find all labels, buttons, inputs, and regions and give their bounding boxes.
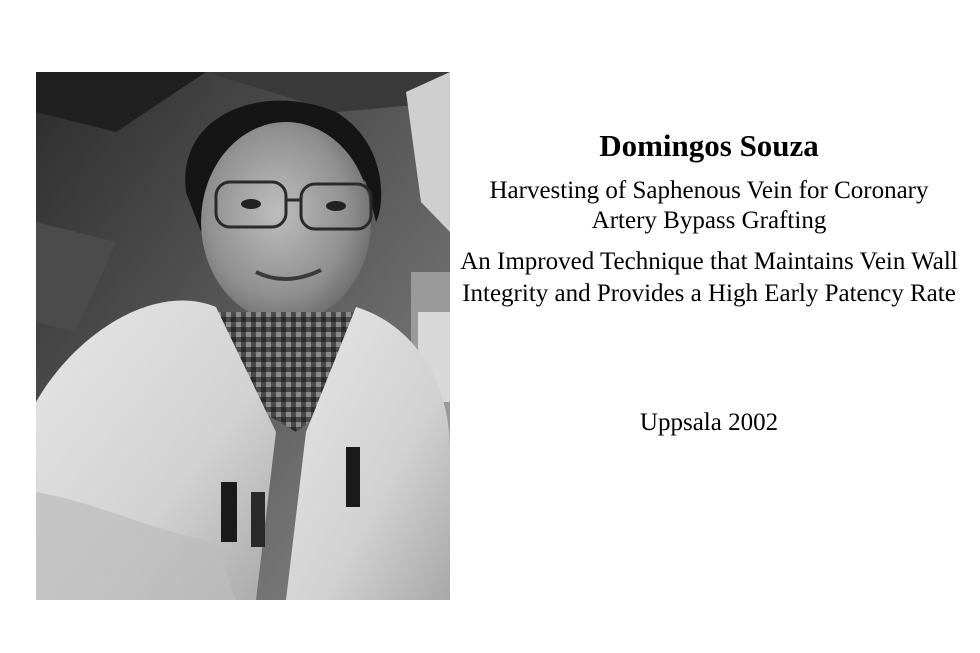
thesis-title: Harvesting of Saphenous Vein for Coronary Artery Bypass Grafting xyxy=(489,177,929,234)
author-portrait-photo xyxy=(36,72,450,600)
thesis-subtitle: An Improved Technique that Maintains Vein Wall Integrity and Provides a High Early Patency Rate xyxy=(460,248,958,307)
author-name: Domingos Souza xyxy=(599,128,819,163)
thesis-title-block xyxy=(456,126,962,436)
place-and-year: Uppsala 2002 xyxy=(639,409,779,436)
portrait-illustration xyxy=(36,72,450,600)
